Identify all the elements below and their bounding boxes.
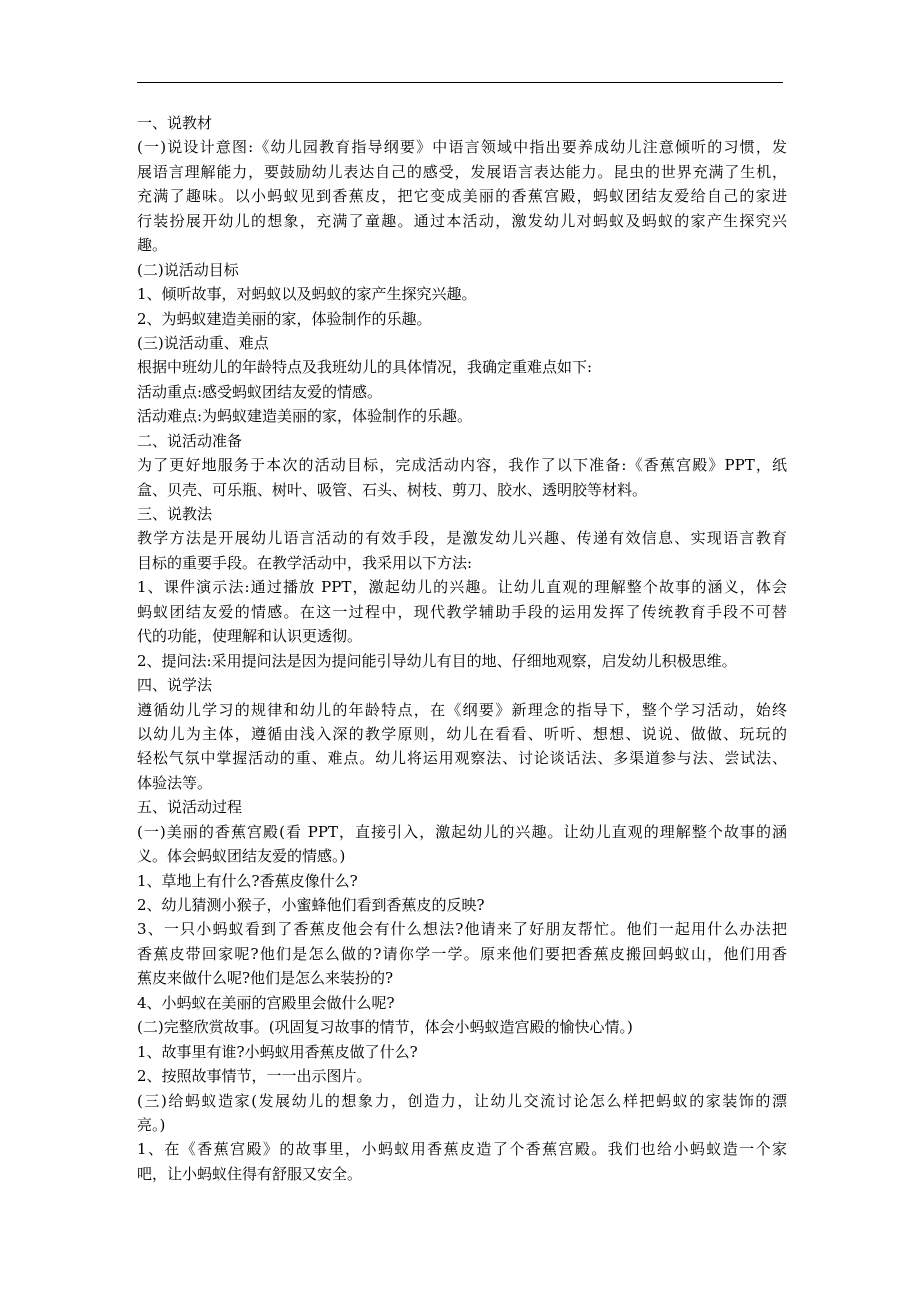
- text-line: 吧，让小蚂蚁住得有舒服又安全。: [137, 1164, 363, 1183]
- text-line: 四、说学法: [137, 676, 213, 695]
- header-rule: [137, 82, 783, 83]
- text-line: (三)说活动重、难点: [137, 333, 269, 352]
- text-line: 1、故事里有谁?小蚂蚁用香蕉皮做了什么?: [137, 1042, 418, 1061]
- text-line: (二)说活动目标: [137, 260, 239, 279]
- document-body: [137, 111, 787, 1186]
- text-line: 体验法等。: [137, 773, 213, 792]
- text-line: 蚂蚁团结友爱的情感。在这一过程中，现代教学辅助手段的运用发挥了传统教育手段不可替: [137, 602, 787, 621]
- text-line: 1、草地上有什么?香蕉皮像什么?: [137, 871, 358, 890]
- text-line: 遵循幼儿学习的规律和幼儿的年龄特点，在《纲要》新理念的指导下，整个学习活动，始终: [137, 700, 787, 719]
- text-line: 五、说活动过程: [137, 798, 243, 817]
- text-line: 为了更好地服务于本次的活动目标，完成活动内容，我作了以下准备:《香蕉宫殿》PPT，纸: [137, 456, 787, 475]
- text-line: 1、课件演示法:通过播放 PPT，激起幼儿的兴趣。让幼儿直观的理解整个故事的涵义，体会: [137, 578, 787, 597]
- text-line: 2、按照故事情节，一一出示图片。: [137, 1067, 372, 1086]
- text-line: 1、倾听故事，对蚂蚁以及蚂蚁的家产生探究兴趣。: [137, 285, 477, 304]
- text-line: (二)完整欣赏故事。(巩固复习故事的情节，体会小蚂蚁造宫殿的愉快心情。): [137, 1018, 633, 1037]
- text-line: 二、说活动准备: [137, 431, 243, 450]
- text-line: 2、提问法:采用提问法是因为提问能引导幼儿有目的地、仔细地观察，启发幼儿积极思维。: [137, 651, 737, 670]
- text-line: 4、小蚂蚁在美丽的宫殿里会做什么呢?: [137, 993, 395, 1012]
- text-line: 三、说教法: [137, 505, 213, 523]
- text-line: 代的功能，使理解和认识更透彻。: [137, 627, 363, 646]
- text-line: 根据中班幼儿的年龄特点及我班幼儿的具体情况，我确定重难点如下:: [137, 358, 593, 377]
- text-line: 1、在《香蕉宫殿》的故事里，小蚂蚁用香蕉皮造了个香蕉宫殿。我们也给小蚂蚁造一个家: [137, 1140, 787, 1159]
- text-line: 2、幼儿猜测小猴子，小蜜蜂他们看到香蕉皮的反映?: [137, 896, 485, 914]
- text-line: 展语言理解能力，要鼓励幼儿表达自己的感受，发展语言表达能力。昆虫的世界充满了生机，: [137, 162, 787, 181]
- text-line: (一)美丽的香蕉宫殿(看 PPT，直接引入，激起幼儿的兴趣。让幼儿直观的理解整个故事的涵: [137, 822, 787, 841]
- text-line: 3、一只小蚂蚁看到了香蕉皮他会有什么想法?他请来了好朋友帮忙。他们一起用什么办法把: [137, 920, 787, 939]
- text-line: 2、为蚂蚁建造美丽的家，体验制作的乐趣。: [137, 309, 432, 328]
- text-line: 趣。: [137, 236, 168, 255]
- text-line: 充满了趣味。以小蚂蚁见到香蕉皮，把它变成美丽的香蕉宫殿，蚂蚁团结友爱给自己的家进: [137, 187, 787, 206]
- text-line: 目标的重要手段。在教学活动中，我采用以下方法:: [137, 553, 473, 572]
- text-line: 教学方法是开展幼儿语言活动的有效手段，是激发幼儿兴趣、传递有效信息、实现语言教育: [137, 529, 787, 548]
- text-line: 香蕉皮带回家呢?他们是怎么做的?请你学一学。原来他们要把香蕉皮搬回蚂蚁山，他们用香: [137, 944, 787, 963]
- text-line: (三)给蚂蚁造家(发展幼儿的想象力，创造力，让幼儿交流讨论怎么样把蚂蚁的家装饰的漂: [137, 1091, 787, 1110]
- text-line: 盒、贝壳、可乐瓶、树叶、吸管、石头、树枝、剪刀、胶水、透明胶等材料。: [137, 480, 648, 499]
- text-line: 活动重点:感受蚂蚁团结友爱的情感。: [137, 382, 383, 401]
- text-line: 轻松气氛中掌握活动的重、难点。幼儿将运用观察法、讨论谈话法、多渠道参与法、尝试法、: [137, 749, 787, 768]
- text-line: (一)说设计意图:《幼儿园教育指导纲要》中语言领域中指出要养成幼儿注意倾听的习惯，发: [137, 138, 787, 157]
- text-line: 一、说教材: [137, 114, 213, 132]
- text-line: 行装扮展开幼儿的想象，充满了童趣。通过本活动，激发幼儿对蚂蚁及蚂蚁的家产生探究兴: [137, 211, 787, 230]
- text-line: 以幼儿为主体，遵循由浅入深的教学原则，幼儿在看看、听听、想想、说说、做做、玩玩的: [137, 724, 787, 743]
- text-line: 活动难点:为蚂蚁建造美丽的家，体验制作的乐趣。: [137, 407, 473, 426]
- text-line: 义。体会蚂蚁团结友爱的情感。): [137, 847, 346, 866]
- text-line: 亮。): [137, 1115, 166, 1134]
- text-line: 蕉皮来做什么呢?他们是怎么来装扮的?: [137, 969, 394, 988]
